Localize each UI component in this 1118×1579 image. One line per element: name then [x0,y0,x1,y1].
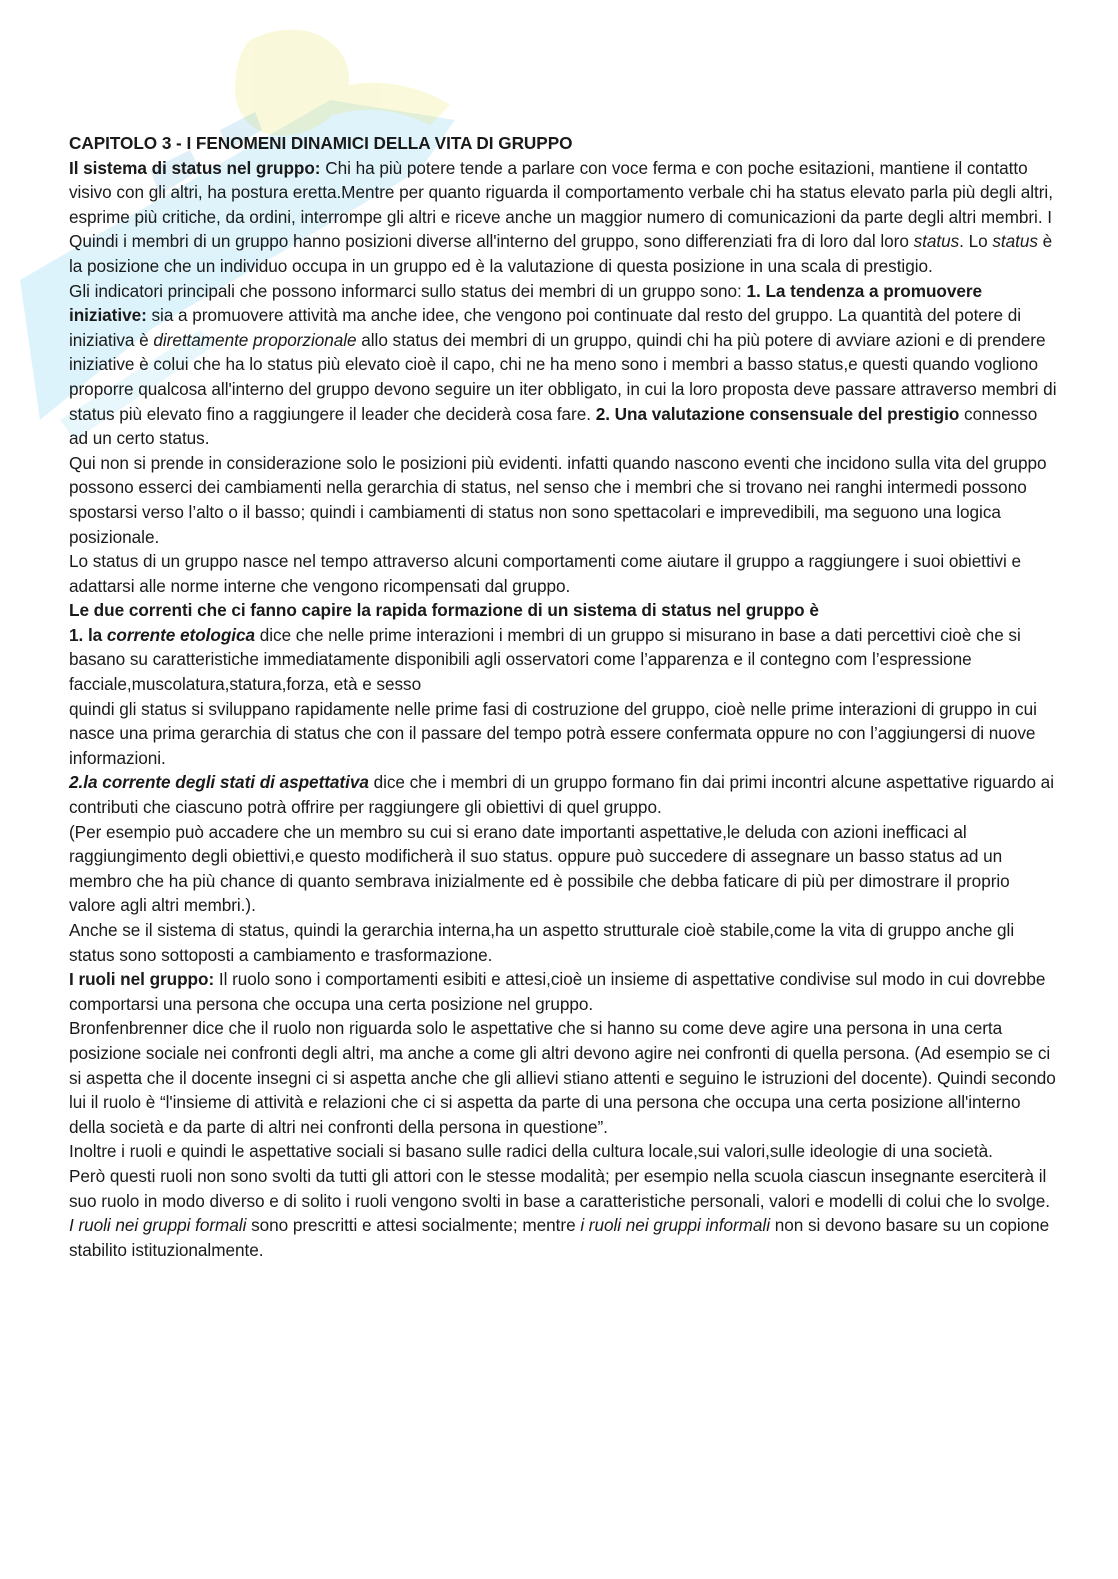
paragraph-expectation-states [69,770,1059,819]
paragraph-evident-positions: Qui non si prende in considerazione solo le posizioni più evidenti. infatti quando nascono eventi che incidono sulla vita del gruppo possono esserci dei cambiamenti nella gerarchia di status, nel senso che i membri che si trovano nei ranghi intermedi possono spostarsi verso l’alto o il basso; quindi i cambiamenti di status non sono spettacolari e imprevedibili, ma seguono una logica posizionale. [69,452,1047,547]
chapter-title: CAPITOLO 3 - I FENOMENI DINAMICI DELLA VITA DI GRUPPO [69,133,573,153]
formal-roles-label: I ruoli nei gruppi formali [69,1215,247,1236]
members-positions-text-c: è la posizione che un individuo occupa in un gruppo ed è la valutazione di questa posizione in una scala di prestigio. [69,231,1053,276]
expectation-states-text: dice che i membri di un gruppo formano fin dai primi incontri alcune aspettative riguardo ai contributi che ciascuno potrà offrire per raggiungere gli obiettivi di quel gruppo. [69,772,1054,818]
two-currents-heading: Le due correnti che ci fanno capire la rapida formazione di un sistema di status nel gruppo è [69,600,819,621]
paragraph-bronfenbrenner: Bronfenbrenner dice che il ruolo non riguarda solo le aspettative che si hanno su come deve agire una persona in una certa posizione sociale nei confronti degli altri, ma anche a come gli altri devono agire nei confronti di quella persona. (Ad esempio se ci si aspetta che il docente insegni ci si aspetta anche che gli allievi stiano attenti e seguino le istruzioni del docente). Quindi secondo lui il ruolo è “l'insieme di attività e relazioni che ci si aspetta da parte di una persona che occupa una certa posizione all'interno della società e da parte di altri nei confronti della persona in questione”. [69,1018,1056,1137]
document-page [69,131,1059,1262]
paragraph-ethological [69,623,1059,697]
formal-informal-text-b: non si devono basare su un copione stabilito istituzionalmente. [69,1215,1050,1260]
members-positions-text-b: . Lo [959,231,993,252]
paragraph-status-system [69,156,1059,230]
ethological-current-name: corrente etologica [106,624,256,645]
paragraph-ethological-continued: quindi gli status si sviluppano rapidamente nelle prime fasi di costruzione del gruppo, cioè nelle prime interazioni di gruppo in cui nasce una prima gerarchia di status che con il passare del tempo potrà essere confermata oppure no con l’aggiungersi di nuove informazioni. [69,698,1037,768]
roles-text: Il ruolo sono i comportamenti esibiti e attesi,cioè un insieme di aspettative condivise sul modo in cui dovrebbe comportarsi una persona che occupa una certa posizione nel gruppo. [69,969,1046,1014]
informal-roles-label: i ruoli nei gruppi informali [580,1215,770,1236]
paragraph-formal-informal [69,1213,1059,1262]
status-system-label: Il sistema di status nel gruppo: [69,157,321,178]
paragraph-members-positions [69,229,1059,278]
paragraph-roles [69,967,1059,1016]
paragraph-status-origin: Lo status di un gruppo nasce nel tempo attraverso alcuni comportamenti come aiutare il gruppo a raggiungere i suoi obiettivi e adattarsi alle norme interne che vengono ricompensati dal gruppo. [69,551,1021,596]
paragraph-status-change: Anche se il sistema di status, quindi la gerarchia interna,ha un aspetto strutturale cioè stabile,come la vita di gruppo anche gli status sono sottoposti a cambiamento e trasformazione. [69,920,1015,965]
paragraph-example: (Per esempio può accadere che un membro su cui si erano date importanti aspettative,le deluda con azioni inefficaci al raggiungimento degli obiettivi,e questo modificherà il suo status. oppure può succedere di assegnare un basso status ad un membro che ha più chance di quanto sembrava inizialmente ed è possibile che debba faticare di più per dimostrare il proprio valore agli altri membri.). [69,821,1010,916]
indicators-text-d: connesso ad un certo status. [69,403,1038,449]
paragraph-role-modalities: Però questi ruoli non sono svolti da tutti gli attori con le stesse modalità; per esempio nella scuola ciascun insegnante eserciterà il suo ruolo in modo diverso e di solito i ruoli vengono svolti in base a caratteristiche personali, valori e modelli di colui che lo svolge. [69,1165,1050,1211]
status-system-text: Chi ha più potere tende a parlare con voce ferma e con poche esitazioni, mantiene il contatto visivo con gli altri, ha postura eretta.Mentre per quanto riguarda il comportamento verbale chi ha status elevato parla più degli altri, esprime più critiche, da ordini, interrompe gli altri e riceve anche un maggior numero di comunicazioni da parte degli altri membri. I [69,157,1053,227]
paragraph-indicators [69,279,1059,451]
indicator-point-2: 2. Una valutazione consensuale del prestigio [595,403,960,424]
paragraph-cultural-roots: Inoltre i ruoli e quindi le aspettative sociali si basano sulle radici della cultura locale,sui valori,sulle ideologie di una società. [69,1141,993,1162]
ethological-prefix: 1. la [69,624,107,645]
formal-informal-text-a: sono prescritti e attesi socialmente; mentre [246,1215,581,1236]
ethological-text-a: dice che nelle prime interazioni i membri di un gruppo si misurano in base a dati percettivi cioè che si basano su caratteristiche immediatamente disponibili agli osservatori come l’apparenza e il contegno com l’espressione facciale,muscolatura,statura,forza, età e sesso [69,624,1021,695]
indicators-text-c: allo status dei membri di un gruppo, quindi chi ha più potere di avviare azioni e di prendere iniziative è colui che ha lo status più elevato cioè il capo, chi ne ha meno sono i membri a basso status,e questi quando vogliono proporre qualcosa all'interno del gruppo devono seguire un iter obbligato, in cui la loro proposta deve passare attraverso membri di status più elevato fino a raggiungere il leader che deciderà cosa fare. [69,329,1057,424]
indicators-emphasis: direttamente proporzionale [153,329,357,350]
members-positions-text-a: Quindi i membri di un gruppo hanno posizioni diverse all'interno del gruppo, sono differenziati fra di loro dal loro [69,231,914,252]
roles-label: I ruoli nel gruppo: [69,969,215,990]
indicators-text-b: sia a promuovere attività ma anche idee, che vengono poi continuate dal resto del gruppo. La quantità del potere di iniziativa è [69,305,1021,350]
indicator-point-1: 1. La tendenza a promuovere iniziative: [69,280,983,326]
indicators-text-a: Gli indicatori principali che possono informarci sullo status dei membri di un gruppo sono: [69,280,747,301]
status-term-2: status [992,231,1038,252]
status-term-1: status [913,231,960,252]
expectation-states-name: 2.la corrente degli stati di aspettativa [69,772,369,793]
